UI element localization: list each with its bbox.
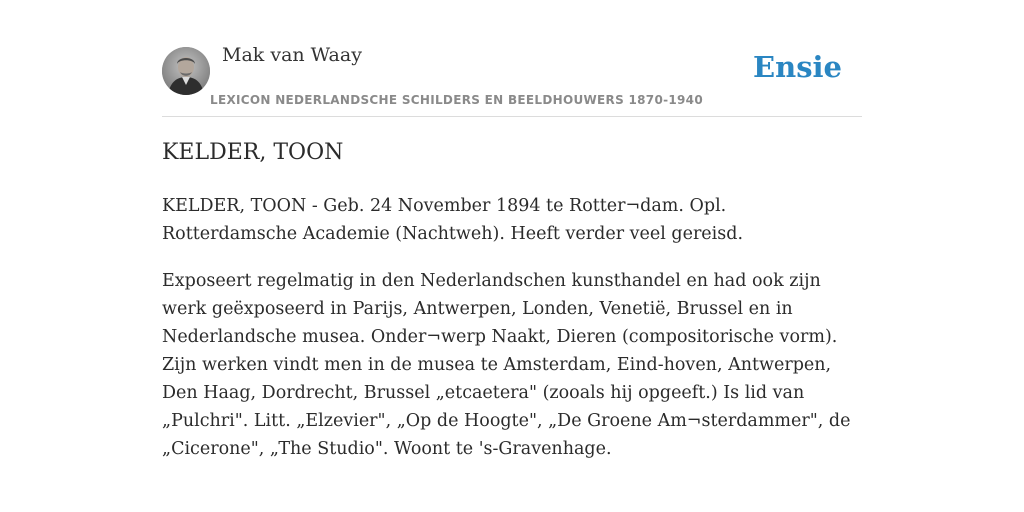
header bbox=[162, 0, 862, 117]
author-name[interactable]: Mak van Waay bbox=[222, 44, 362, 66]
article-paragraph: KELDER, TOON - Geb. 24 November 1894 te Rotter¬dam. Opl. Rotterdamsche Academie (Nachtweh). Heeft verder veel gereisd. bbox=[162, 196, 744, 244]
brand-logo[interactable]: Ensie bbox=[753, 50, 842, 84]
page-container bbox=[162, 0, 862, 459]
author-avatar[interactable] bbox=[162, 47, 210, 95]
article-body bbox=[162, 192, 862, 482]
lexicon-subtitle[interactable]: LEXICON NEDERLANDSCHE SCHILDERS EN BEELDHOUWERS 1870-1940 bbox=[210, 93, 703, 107]
article-paragraph: Exposeert regelmatig in den Nederlandschen kunsthandel en had ook zijn werk geëxposeerd in Parijs, Antwerpen, Londen, Venetië, Brussel en in Nederlandsche musea. Onder¬werp Naakt, Dieren (compositorische vorm). Zijn werken vindt men in de musea te Amsterdam, Eind-hoven, Antwerpen, Den Haag, Dordrecht, Brussel „etcaetera" (zooals hij opgeeft.) Is lid van „Pulchri". Litt. „Elzevier", „Op de Hoogte", „De Groene Am¬sterdammer", de „Cicerone", „The Studio". Woont te 's-Gravenhage. bbox=[162, 271, 851, 459]
author-portrait-image bbox=[162, 47, 210, 95]
article-title: KELDER, TOON bbox=[162, 140, 344, 165]
